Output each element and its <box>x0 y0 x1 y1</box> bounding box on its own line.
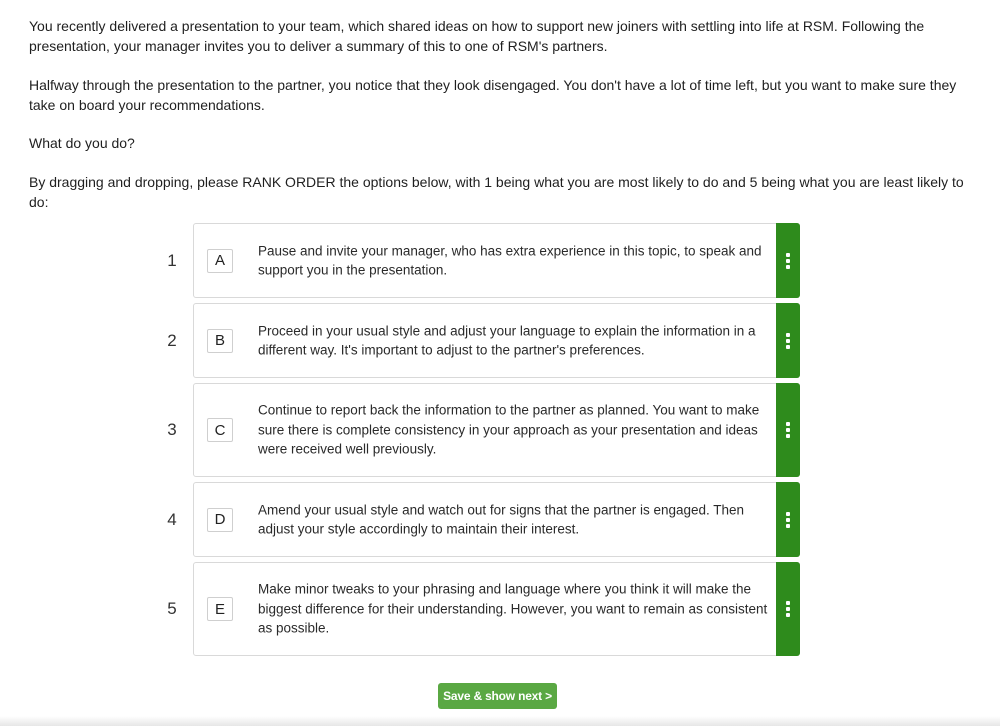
rank-row <box>160 383 802 477</box>
rank-row <box>160 303 802 378</box>
option-card-b[interactable] <box>193 303 800 378</box>
option-text: Amend your usual style and watch out for signs that the partner is engaged. Then adjust your style accordingly to maintain their interest. <box>258 501 745 537</box>
rank-row <box>160 562 802 656</box>
option-letter: C <box>207 418 233 442</box>
scenario-paragraph-2: Halfway through the presentation to the partner, you notice that they look disengaged. You don't have a lot of time left, but you want to make sure they take on board your recommendations. <box>29 77 957 113</box>
option-card-d[interactable] <box>193 482 800 557</box>
option-text: Proceed in your usual style and adjust your language to explain the information in a different way. It's important to adjust to the partner's preferences. <box>258 322 756 358</box>
option-letter: E <box>207 597 233 621</box>
rank-number: 5 <box>167 599 177 618</box>
drag-handle-icon[interactable] <box>776 562 800 656</box>
rank-row <box>160 223 802 298</box>
scenario-paragraph-1: You recently delivered a presentation to your team, which shared ideas on how to support new joiners with settling into life at RSM. Following the presentation, your manager invites you to deliver a summary of this to one of RSM's partners. <box>29 18 925 54</box>
save-and-next-button[interactable]: Save & show next > <box>438 683 557 709</box>
drag-handle-icon[interactable] <box>776 383 800 477</box>
option-letter: D <box>207 508 233 532</box>
drag-handle-icon[interactable] <box>776 223 800 298</box>
drag-handle-icon[interactable] <box>776 482 800 557</box>
rank-number: 2 <box>167 330 177 350</box>
ranking-instruction: By dragging and dropping, please RANK ORDER the options below, with 1 being what you are most likely to do and 5 being what you are least likely to do: <box>29 174 964 210</box>
option-card-e[interactable] <box>193 562 800 656</box>
option-text: Make minor tweaks to your phrasing and language where you think it will make the biggest difference for their understanding. However, you want to remain as consistent as possible. <box>258 581 768 636</box>
option-card-c[interactable] <box>193 383 800 477</box>
option-letter: B <box>207 329 233 353</box>
option-text: Continue to report back the information to the partner as planned. You want to make sure there is complete consistency in your approach as your presentation and ideas were received well previously. <box>258 402 760 457</box>
question-text: What do you do? <box>29 135 135 151</box>
page-bottom-shadow <box>0 716 1000 726</box>
option-card-a[interactable] <box>193 223 800 298</box>
rank-number: 1 <box>167 250 177 270</box>
rank-number: 4 <box>167 509 177 529</box>
rank-number: 3 <box>167 420 177 439</box>
rank-row <box>160 482 802 557</box>
drag-handle-icon[interactable] <box>776 303 800 378</box>
option-text: Pause and invite your manager, who has extra experience in this topic, to speak and support you in the presentation. <box>258 242 762 278</box>
option-letter: A <box>207 249 233 273</box>
